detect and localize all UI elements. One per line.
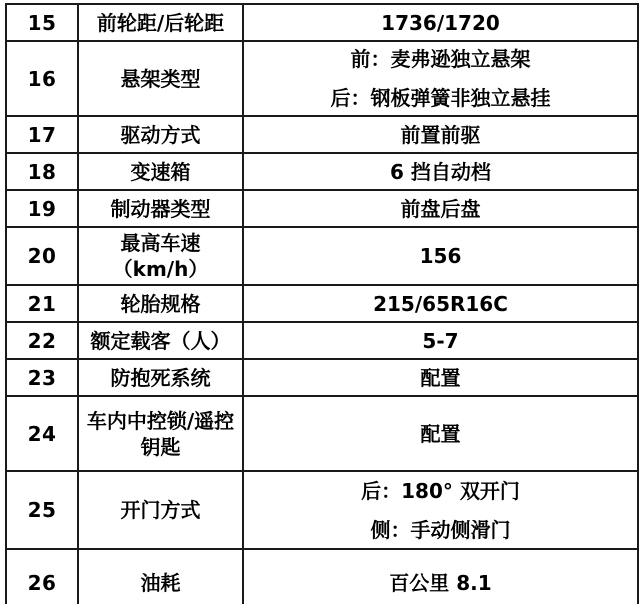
table-row-17 <box>6 116 638 153</box>
table-row-22 <box>6 322 638 359</box>
table-row-25 <box>6 471 638 549</box>
spec-label-cell: 变速箱 <box>78 153 243 190</box>
spec-label-cell: 车内中控锁/遥控钥匙 <box>78 396 243 471</box>
spec-value-cell: 156 <box>243 227 638 285</box>
spec-value-cell <box>243 471 638 549</box>
spec-value-cell: 配置 <box>243 359 638 396</box>
spec-label-cell: 油耗 <box>78 549 243 604</box>
row-number-cell: 25 <box>6 471 78 549</box>
table-row-16 <box>6 41 638 116</box>
row-number-cell: 20 <box>6 227 78 285</box>
row-number-cell: 26 <box>6 549 78 604</box>
row-number-cell: 22 <box>6 322 78 359</box>
row-number-cell: 19 <box>6 190 78 227</box>
spec-value-cell: 百公里 8.1 <box>243 549 638 604</box>
spec-label-cell: 前轮距/后轮距 <box>78 4 243 41</box>
spec-label-cell: 轮胎规格 <box>78 285 243 322</box>
row-number-cell: 21 <box>6 285 78 322</box>
spec-value-cell <box>243 41 638 116</box>
table-row-15 <box>6 4 638 41</box>
table-row-20 <box>6 227 638 285</box>
spec-label-cell: 额定载客（人） <box>78 322 243 359</box>
row-number-cell: 16 <box>6 41 78 116</box>
table-row-18 <box>6 153 638 190</box>
spec-label-cell: 制动器类型 <box>78 190 243 227</box>
row-number-cell: 17 <box>6 116 78 153</box>
table-row-23 <box>6 359 638 396</box>
table-row-19 <box>6 190 638 227</box>
spec-value-cell: 1736/1720 <box>243 4 638 41</box>
spec-label-cell: 防抱死系统 <box>78 359 243 396</box>
vehicle-spec-table <box>5 3 639 604</box>
spec-value-line: 后：钢板弹簧非独立悬挂 <box>330 86 551 110</box>
spec-value-line: 侧：手动侧滑门 <box>370 517 511 542</box>
table-row-21 <box>6 285 638 322</box>
spec-value-line: 后：180° 双开门 <box>361 478 520 503</box>
spec-label-cell: 最高车速（km/h） <box>78 227 243 285</box>
spec-value-cell: 6 挡自动档 <box>243 153 638 190</box>
spec-value-cell: 前置前驱 <box>243 116 638 153</box>
spec-label-cell: 开门方式 <box>78 471 243 549</box>
spec-value-cell: 前盘后盘 <box>243 190 638 227</box>
spec-value-cell: 配置 <box>243 396 638 471</box>
row-number-cell: 24 <box>6 396 78 471</box>
spec-value-cell: 5-7 <box>243 322 638 359</box>
table-row-26 <box>6 549 638 604</box>
row-number-cell: 23 <box>6 359 78 396</box>
table-row-24 <box>6 396 638 471</box>
row-number-cell: 18 <box>6 153 78 190</box>
row-number-cell: 15 <box>6 4 78 41</box>
spec-value-cell: 215/65R16C <box>243 285 638 322</box>
spec-label-cell: 驱动方式 <box>78 116 243 153</box>
spec-label-cell: 悬架类型 <box>78 41 243 116</box>
spec-value-line: 前：麦弗逊独立悬架 <box>350 47 531 71</box>
